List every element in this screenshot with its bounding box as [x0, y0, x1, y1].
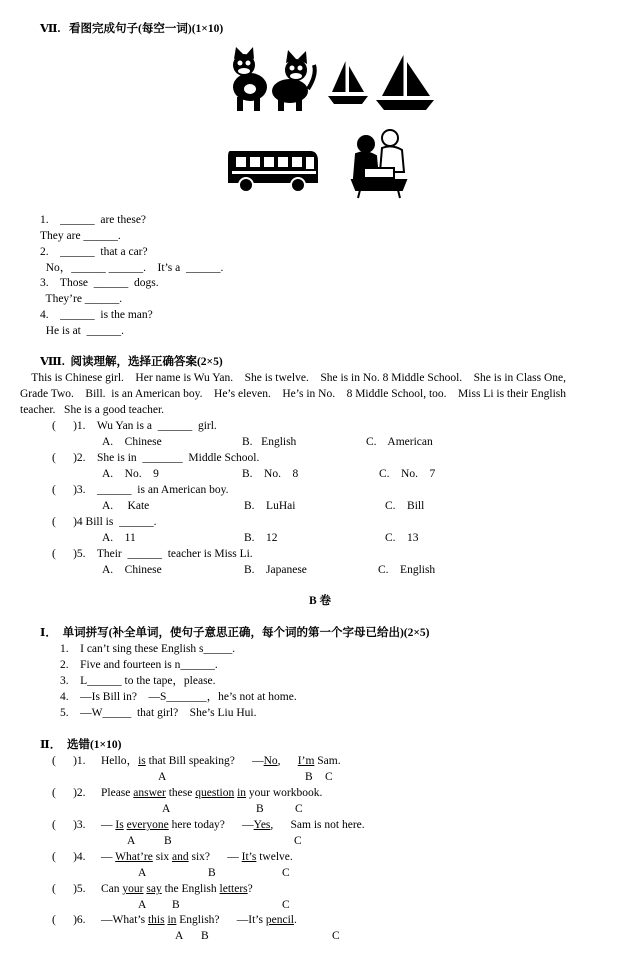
option-letter: A — [162, 803, 171, 815]
bus-picture — [224, 147, 320, 193]
section-7-title: Ⅶ. 看图完成句子(每空一词)(1×10) — [40, 23, 224, 35]
underlined-word: What’re — [115, 851, 153, 863]
option-letter: B — [208, 867, 216, 879]
people-picture — [344, 128, 414, 200]
sentence-text: twelve. — [256, 851, 293, 863]
sentence-text: English? —It’s — [176, 914, 266, 926]
option-c: C. 13 — [385, 532, 419, 544]
spelling-line: 1. I can’t sing these English s_____. — [60, 643, 236, 655]
sentence-text: Please — [101, 787, 134, 799]
option-a: A. Chinese — [102, 564, 162, 576]
sentence-text: , Sam is not here. — [270, 819, 365, 831]
option-letter: A — [158, 771, 167, 783]
section-b2-title: Ⅱ． 选错(1×10) — [40, 739, 122, 751]
spelling-line: 3. L______ to the tape，please. — [60, 675, 216, 687]
option-letter: B — [172, 899, 180, 911]
spelling-line: 4. —Is Bill in? —S_______，he’s not at home. — [60, 691, 297, 703]
underlined-word: I’m — [297, 755, 315, 767]
underlined-word: and — [172, 851, 189, 863]
option-b: B. English — [242, 436, 297, 448]
error-item-sentence — [101, 818, 365, 832]
error-item-number: ( )3. — [52, 819, 86, 831]
sentence-text: — — [101, 819, 116, 831]
s7-line: He is at ______. — [40, 325, 125, 337]
option-b: B. Japanese — [244, 564, 307, 576]
sentence-text: that Bill speaking? — — [145, 755, 264, 767]
passage-line: Grade Two. Bill. is an American boy. He’s eleven. He’s in No. 8 Middle School, too. Miss Li is their English — [20, 388, 567, 400]
option-a: A. Chinese — [102, 436, 162, 448]
error-item-number: ( )2. — [52, 787, 86, 799]
option-letter: B — [256, 803, 264, 815]
underlined-word: letters — [219, 883, 248, 895]
underlined-word: is — [138, 755, 146, 767]
question-text: ( )4 Bill is ______. — [52, 516, 157, 528]
option-c: C. No. 7 — [379, 468, 436, 480]
option-b: B. 12 — [244, 532, 278, 544]
option-letter: A — [127, 835, 136, 847]
cats-picture — [222, 45, 318, 115]
s7-line: No，______ ______. It’s a ______. — [40, 262, 224, 274]
underlined-word: Yes — [253, 819, 271, 831]
underlined-word: everyone — [126, 819, 169, 831]
section-b1-title: Ⅰ． 单词拼写(补全单词，使句子意思正确，每个词的第一个字母已给出)(2×5) — [40, 627, 430, 639]
option-a: A. 11 — [102, 532, 136, 544]
option-letter: B — [305, 771, 313, 783]
underlined-word: your — [122, 883, 144, 895]
sentence-text: Hello， — [101, 755, 139, 767]
option-a: A. Kate — [102, 500, 150, 512]
sentence-text: — — [101, 851, 116, 863]
sentence-text: ? — [247, 883, 253, 895]
sailboats-picture — [326, 52, 436, 112]
underlined-word: answer — [133, 787, 166, 799]
underlined-word: question — [195, 787, 235, 799]
sentence-text: Sam. — [314, 755, 341, 767]
error-item-sentence — [101, 882, 253, 896]
passage-line: This is Chinese girl. Her name is Wu Yan. She is twelve. She is in No. 8 Middle School. She is in Class One, — [20, 372, 566, 384]
error-item-sentence — [101, 786, 322, 800]
option-letter: A — [138, 899, 147, 911]
option-letter: C — [295, 803, 303, 815]
error-item-sentence — [101, 850, 293, 864]
passage-line: teacher. She is a good teacher. — [20, 404, 165, 416]
underlined-word: It’s — [241, 851, 257, 863]
question-text: ( )3. ______ is an American boy. — [52, 484, 229, 496]
error-item-number: ( )5. — [52, 883, 86, 895]
question-text: ( )5. Their ______ teacher is Miss Li. — [52, 548, 253, 560]
error-item-number: ( )4. — [52, 851, 86, 863]
underlined-word: pencil — [265, 914, 294, 926]
sentence-text: —What’s — [101, 914, 148, 926]
sentence-text: these — [165, 787, 196, 799]
s7-line: 1. ______ are these? — [40, 214, 147, 226]
underlined-word: in — [237, 787, 247, 799]
volume-b-heading: B 卷 — [308, 595, 332, 607]
question-text: ( )1. Wu Yan is a ______ girl. — [52, 420, 217, 432]
underlined-word: No — [263, 755, 278, 767]
error-item-sentence — [101, 754, 341, 768]
option-letter: A — [138, 867, 147, 879]
error-item-number: ( )6. — [52, 914, 86, 926]
underlined-word: say — [146, 883, 162, 895]
option-letter: B — [164, 835, 172, 847]
option-a: A. No. 9 — [102, 468, 159, 480]
underlined-word: in — [167, 914, 177, 926]
sentence-text: . — [293, 914, 297, 926]
sentence-text: the English — [161, 883, 220, 895]
sentence-text: your workbook. — [246, 787, 323, 799]
error-item-sentence — [101, 913, 297, 927]
option-letter: C — [332, 930, 340, 942]
option-letter: B — [201, 930, 209, 942]
spelling-line: 2. Five and fourteen is n______. — [60, 659, 218, 671]
option-letter: C — [282, 899, 290, 911]
s7-line: They are ______. — [40, 230, 121, 242]
option-letter: C — [325, 771, 333, 783]
underlined-word: this — [147, 914, 165, 926]
option-b: B. No. 8 — [242, 468, 299, 480]
option-c: C. English — [378, 564, 436, 576]
sentence-text: six? — — [188, 851, 242, 863]
spelling-line: 5. —W_____ that girl? She’s Liu Hui. — [60, 707, 257, 719]
option-b: B. LuHai — [244, 500, 296, 512]
option-c: C. Bill — [385, 500, 425, 512]
option-letter: C — [294, 835, 302, 847]
option-letter: C — [282, 867, 290, 879]
underlined-word: Is — [115, 819, 124, 831]
s7-line: They’re ______. — [40, 293, 123, 305]
section-8-title: Ⅷ. 阅读理解，选择正确答案(2×5) — [40, 356, 223, 368]
error-item-number: ( )1. — [52, 755, 86, 767]
option-letter: A — [175, 930, 184, 942]
s7-line: 4. ______ is the man? — [40, 309, 153, 321]
s7-line: 3. Those ______ dogs. — [40, 277, 159, 289]
sentence-text: Can — [101, 883, 123, 895]
sentence-text: , — [277, 755, 298, 767]
sentence-text: here today? — — [168, 819, 254, 831]
question-text: ( )2. She is in _______ Middle School. — [52, 452, 260, 464]
s7-line: 2. ______ that a car? — [40, 246, 148, 258]
option-c: C. American — [366, 436, 433, 448]
sentence-text: six — [152, 851, 173, 863]
